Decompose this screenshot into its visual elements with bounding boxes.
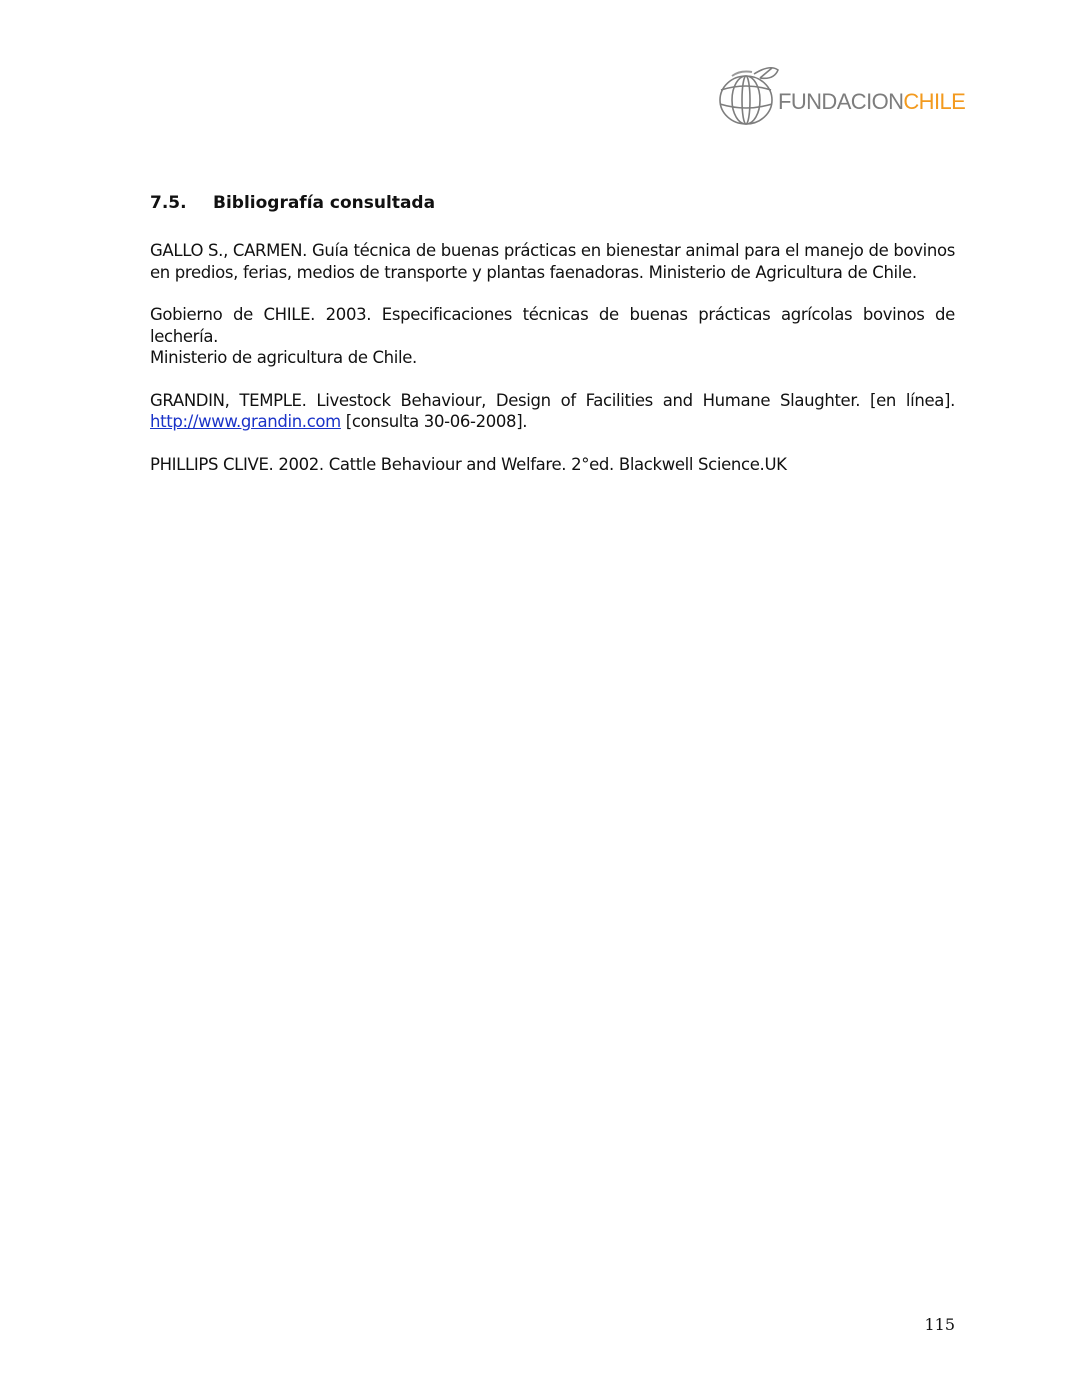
entry-line: en predios, ferias, medios de transporte y plantas faenadoras. Ministerio de Agricultura de Chile. xyxy=(150,262,917,282)
bibliography-entry xyxy=(150,390,955,433)
logo-text-chile: CHILE xyxy=(903,89,966,114)
page-number: 115 xyxy=(924,1315,955,1334)
section-number: 7.5. xyxy=(150,193,187,213)
bibliography-entry xyxy=(150,240,955,283)
section-heading xyxy=(150,193,435,213)
globe-logo-icon xyxy=(714,60,784,130)
bibliography-list xyxy=(150,240,955,496)
entry-line: PHILLIPS CLIVE. 2002. Cattle Behaviour and Welfare. 2°ed. Blackwell Science.UK xyxy=(150,454,787,474)
logo-text-fundacion: FUNDACION xyxy=(778,89,904,114)
grandin-link[interactable]: http://www.grandin.com xyxy=(150,412,341,431)
entry-line: GRANDIN, TEMPLE. Livestock Behaviour, Design of Facilities and Humane Slaughter. [en línea]. xyxy=(150,390,955,410)
fundacion-chile-logo xyxy=(714,60,964,132)
entry-line xyxy=(150,411,955,433)
entry-line: Ministerio de agricultura de Chile. xyxy=(150,348,417,367)
bibliography-entry xyxy=(150,304,955,369)
entry-line: GALLO S., CARMEN. Guía técnica de buenas prácticas en bienestar animal para el manejo de bovinos xyxy=(150,241,955,260)
section-title: Bibliografía consultada xyxy=(213,193,436,213)
entry-line: Gobierno de CHILE. 2003. Especificaciones técnicas de buenas prácticas agrícolas bovinos de lechería. xyxy=(150,305,955,346)
consulta-date: [consulta 30-06-2008]. xyxy=(340,412,528,431)
logo-wordmark xyxy=(778,91,965,113)
bibliography-entry xyxy=(150,454,955,476)
